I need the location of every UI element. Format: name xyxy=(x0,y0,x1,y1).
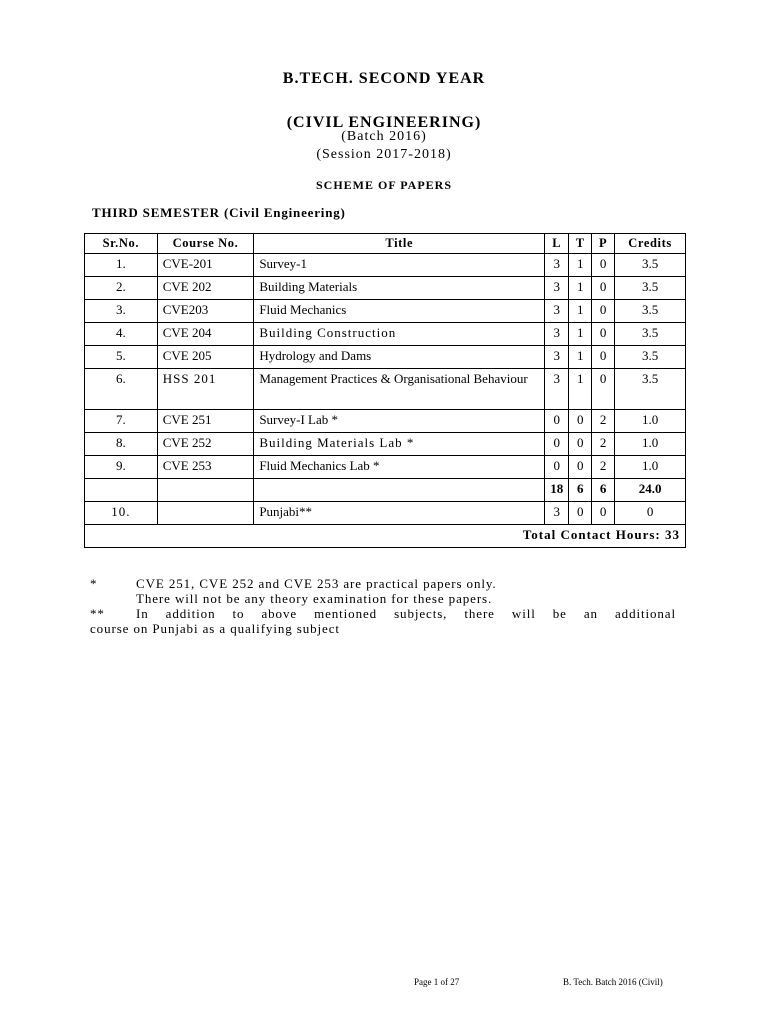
cell-credits: 3.5 xyxy=(615,254,686,277)
cell-code: CVE 202 xyxy=(157,277,254,300)
branch-title: (CIVIL ENGINEERING) xyxy=(286,114,482,131)
cell-sr: 5. xyxy=(85,346,158,369)
scheme-heading: SCHEME OF PAPERS xyxy=(315,178,452,192)
cell-l: 3 xyxy=(545,277,569,300)
cell-code: CVE 204 xyxy=(157,323,254,346)
contact-hours: Total Contact Hours: 33 xyxy=(85,525,686,548)
cell-p: 0 xyxy=(592,300,615,323)
cell-title: Survey-1 xyxy=(254,254,545,277)
page-title: B.TECH. SECOND YEAR xyxy=(282,70,486,87)
batch-label: (Batch 2016) xyxy=(341,129,427,144)
cell-sr: 1. xyxy=(85,254,158,277)
footnote-2-mark: ** xyxy=(90,606,105,621)
header-p: P xyxy=(592,234,615,254)
cell-sr xyxy=(85,479,158,502)
footnote-1-line-2: There will not be any theory examination for these papers. xyxy=(136,591,493,606)
table-row xyxy=(85,323,686,346)
cell-title: Management Practices & Organisational Behaviour xyxy=(254,369,545,410)
cell-t: 1 xyxy=(569,369,592,410)
scheme-table xyxy=(84,233,686,548)
total-l: 18 xyxy=(545,479,569,502)
header-l: L xyxy=(545,234,569,254)
cell-p: 2 xyxy=(592,410,615,433)
header-course: Course No. xyxy=(157,234,254,254)
header-sr: Sr.No. xyxy=(85,234,158,254)
cell-code xyxy=(157,479,254,502)
cell-p: 2 xyxy=(592,433,615,456)
cell-title: Building Materials Lab * xyxy=(254,433,545,456)
table-row xyxy=(85,456,686,479)
table-row xyxy=(85,502,686,525)
cell-title: Hydrology and Dams xyxy=(254,346,545,369)
table-row xyxy=(85,369,686,410)
total-p: 6 xyxy=(592,479,615,502)
cell-code: HSS 201 xyxy=(157,369,254,410)
cell-l: 3 xyxy=(545,369,569,410)
total-t: 6 xyxy=(569,479,592,502)
cell-credits: 3.5 xyxy=(615,369,686,410)
cell-t: 1 xyxy=(569,346,592,369)
cell-sr: 10. xyxy=(85,502,158,525)
cell-p: 0 xyxy=(592,369,615,410)
cell-p: 0 xyxy=(592,502,615,525)
table-header-row xyxy=(85,234,686,254)
table-row xyxy=(85,254,686,277)
footnote-2-line-1: In addition to above mentioned subjects, there will be an additional xyxy=(136,606,676,621)
footnote-2 xyxy=(90,606,676,621)
cell-sr: 7. xyxy=(85,410,158,433)
cell-t: 0 xyxy=(569,433,592,456)
cell-title: Building Construction xyxy=(254,323,545,346)
cell-t: 1 xyxy=(569,254,592,277)
cell-title: Survey-I Lab * xyxy=(254,410,545,433)
header-title: Title xyxy=(254,234,545,254)
cell-p: 0 xyxy=(592,277,615,300)
cell-sr: 2. xyxy=(85,277,158,300)
cell-title: Fluid Mechanics Lab * xyxy=(254,456,545,479)
cell-code xyxy=(157,502,254,525)
table-row xyxy=(85,433,686,456)
cell-code: CVE 251 xyxy=(157,410,254,433)
cell-code: CVE 252 xyxy=(157,433,254,456)
cell-title: Building Materials xyxy=(254,277,545,300)
cell-code: CVE 253 xyxy=(157,456,254,479)
cell-p: 0 xyxy=(592,346,615,369)
cell-credits: 3.5 xyxy=(615,300,686,323)
cell-title: Punjabi** xyxy=(254,502,545,525)
cell-credits: 3.5 xyxy=(615,323,686,346)
cell-t: 0 xyxy=(569,456,592,479)
cell-l: 3 xyxy=(545,502,569,525)
cell-l: 0 xyxy=(545,456,569,479)
cell-code: CVE203 xyxy=(157,300,254,323)
cell-l: 3 xyxy=(545,323,569,346)
header-t: T xyxy=(569,234,592,254)
cell-l: 0 xyxy=(545,410,569,433)
footnotes xyxy=(90,576,676,636)
cell-t: 1 xyxy=(569,277,592,300)
cell-t: 1 xyxy=(569,323,592,346)
cell-credits: 1.0 xyxy=(615,433,686,456)
cell-code: CVE 205 xyxy=(157,346,254,369)
footnote-2-line-2: course on Punjabi as a qualifying subject xyxy=(90,621,340,636)
page-number: Page 1 of 27 xyxy=(414,977,460,987)
session-label: (Session 2017-2018) xyxy=(316,147,452,162)
cell-credits: 3.5 xyxy=(615,346,686,369)
cell-sr: 6. xyxy=(85,369,158,410)
cell-sr: 4. xyxy=(85,323,158,346)
cell-t: 1 xyxy=(569,300,592,323)
total-credits: 24.0 xyxy=(615,479,686,502)
cell-title xyxy=(254,479,545,502)
document-footer: B. Tech. Batch 2016 (Civil) xyxy=(563,977,663,987)
cell-credits: 3.5 xyxy=(615,277,686,300)
cell-sr: 8. xyxy=(85,433,158,456)
cell-sr: 9. xyxy=(85,456,158,479)
footnote-1-cont xyxy=(90,591,676,606)
table-row xyxy=(85,410,686,433)
cell-l: 3 xyxy=(545,300,569,323)
cell-credits: 1.0 xyxy=(615,410,686,433)
footnote-1 xyxy=(90,576,676,591)
semester-dept: (Civil Engineering) xyxy=(223,205,346,220)
cell-credits: 1.0 xyxy=(615,456,686,479)
contact-hours-row xyxy=(85,525,686,548)
cell-t: 0 xyxy=(569,410,592,433)
cell-sr: 3. xyxy=(85,300,158,323)
cell-p: 2 xyxy=(592,456,615,479)
cell-l: 0 xyxy=(545,433,569,456)
cell-l: 3 xyxy=(545,346,569,369)
cell-credits: 0 xyxy=(615,502,686,525)
totals-row xyxy=(85,479,686,502)
cell-p: 0 xyxy=(592,323,615,346)
footnote-1-mark: * xyxy=(90,576,98,591)
footnote-1-line-1: CVE 251, CVE 252 and CVE 253 are practical papers only. xyxy=(136,576,497,591)
cell-l: 3 xyxy=(545,254,569,277)
semester-heading xyxy=(92,205,346,221)
semester-label: THIRD SEMESTER xyxy=(92,205,220,220)
table-row xyxy=(85,277,686,300)
table-row xyxy=(85,300,686,323)
cell-code: CVE-201 xyxy=(157,254,254,277)
cell-p: 0 xyxy=(592,254,615,277)
table-row xyxy=(85,346,686,369)
header-credits: Credits xyxy=(615,234,686,254)
cell-t: 0 xyxy=(569,502,592,525)
cell-title: Fluid Mechanics xyxy=(254,300,545,323)
